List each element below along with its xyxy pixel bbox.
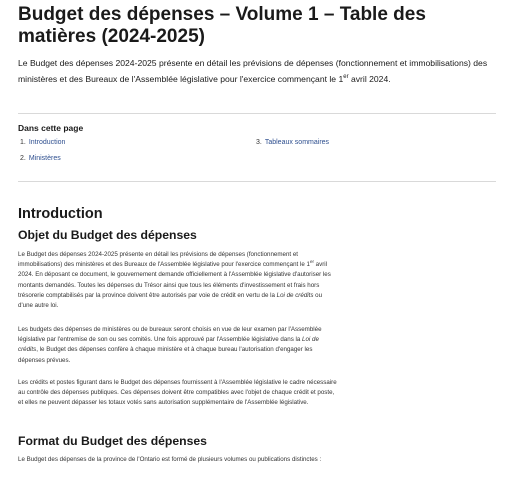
objet-p1-text: Le Budget des dépenses 2024-2025 présente en détail les prévisions de dépenses (fonctionnement et immobilisations) des ministères et des Bureaux de l'Assemblée législative pour l'exercice commençant le 1 (18, 251, 310, 269)
toc-item-number: 1. (20, 139, 26, 146)
objet-p2-emphasis: Loi de crédits (18, 336, 319, 354)
objet-p1-superscript: er (309, 259, 314, 265)
divider-bottom (18, 181, 496, 182)
toc-heading: Dans cette page (18, 123, 84, 133)
section-heading-introduction: Introduction (18, 206, 103, 222)
objet-p1-text-end: ou d'une autre loi. (18, 291, 323, 310)
objet-p2-text-end: , le Budget des dépenses confère à chaque ministère et à chaque bureau l'autorisation d'engager les dépenses prévues. (18, 346, 313, 364)
objet-p1-text-mid: avril 2024. En déposant ce document, le gouvernement demande officiellement à l'Assemblée législative d'autoriser les montants demandés. Toutes les dépenses du Trésor ainsi que tous les éléments d'investissement et frais hors trésorerie comptabilisés par la province doivent être autorisés par voie de crédit en vertu de la (18, 261, 331, 299)
toc-link-introduction[interactable]: Introduction (28, 139, 66, 146)
intro-paragraph (18, 56, 488, 87)
page-title: Budget des dépenses – Volume 1 – Table des matières (2024-2025) (18, 4, 426, 47)
toc-item-introduction[interactable] (20, 139, 65, 146)
toc-link-ministeres[interactable]: Ministères (28, 155, 61, 162)
intro-superscript: er (343, 73, 349, 80)
toc-item-number: 2. (20, 155, 26, 162)
objet-p2-text: Les budgets des dépenses de ministères ou de bureaux seront choisis en vue de leur examen par l'Assemblée législative par l'entremise de son ou ses comités. Une fois approuvé par l'Assemblée législative dans la (18, 326, 322, 344)
intro-text-end: avril 2024. (348, 73, 391, 84)
toc-item-ministeres[interactable] (20, 155, 61, 162)
objet-paragraph-1 (18, 250, 338, 311)
toc-link-tableaux-sommaires[interactable]: Tableaux sommaires (264, 139, 330, 146)
objet-p1-emphasis: Loi de crédits (276, 291, 314, 299)
objet-paragraph-3: Les crédits et postes figurant dans le Budget des dépenses fournissent à l'Assemblée législative le cadre nécessaire au contrôle des dépenses publiques. Ces dépenses doivent être compatibles avec l'objet de chaque crédit et poste, et elles ne peuvent dépasser les totaux votés sans autorisation supplémentaire de l'Assemblée législative. (18, 379, 337, 407)
intro-text: Le Budget des dépenses 2024-2025 présente en détail les prévisions de dépenses (fonctionnement et immobilisations) des ministères et des Bureaux de l'Assemblée législative pour l'exercice commençant le 1 (18, 58, 488, 84)
format-paragraph-1: Le Budget des dépenses de la province de l'Ontario est formé de plusieurs volumes ou publications distinctes : (18, 456, 322, 463)
subheading-objet: Objet du Budget des dépenses (18, 228, 197, 242)
objet-paragraph-2 (18, 325, 338, 366)
toc-item-tableaux-sommaires[interactable] (256, 139, 329, 146)
subheading-format: Format du Budget des dépenses (18, 434, 207, 448)
toc-item-number: 3. (256, 139, 262, 146)
divider-top (18, 113, 496, 114)
